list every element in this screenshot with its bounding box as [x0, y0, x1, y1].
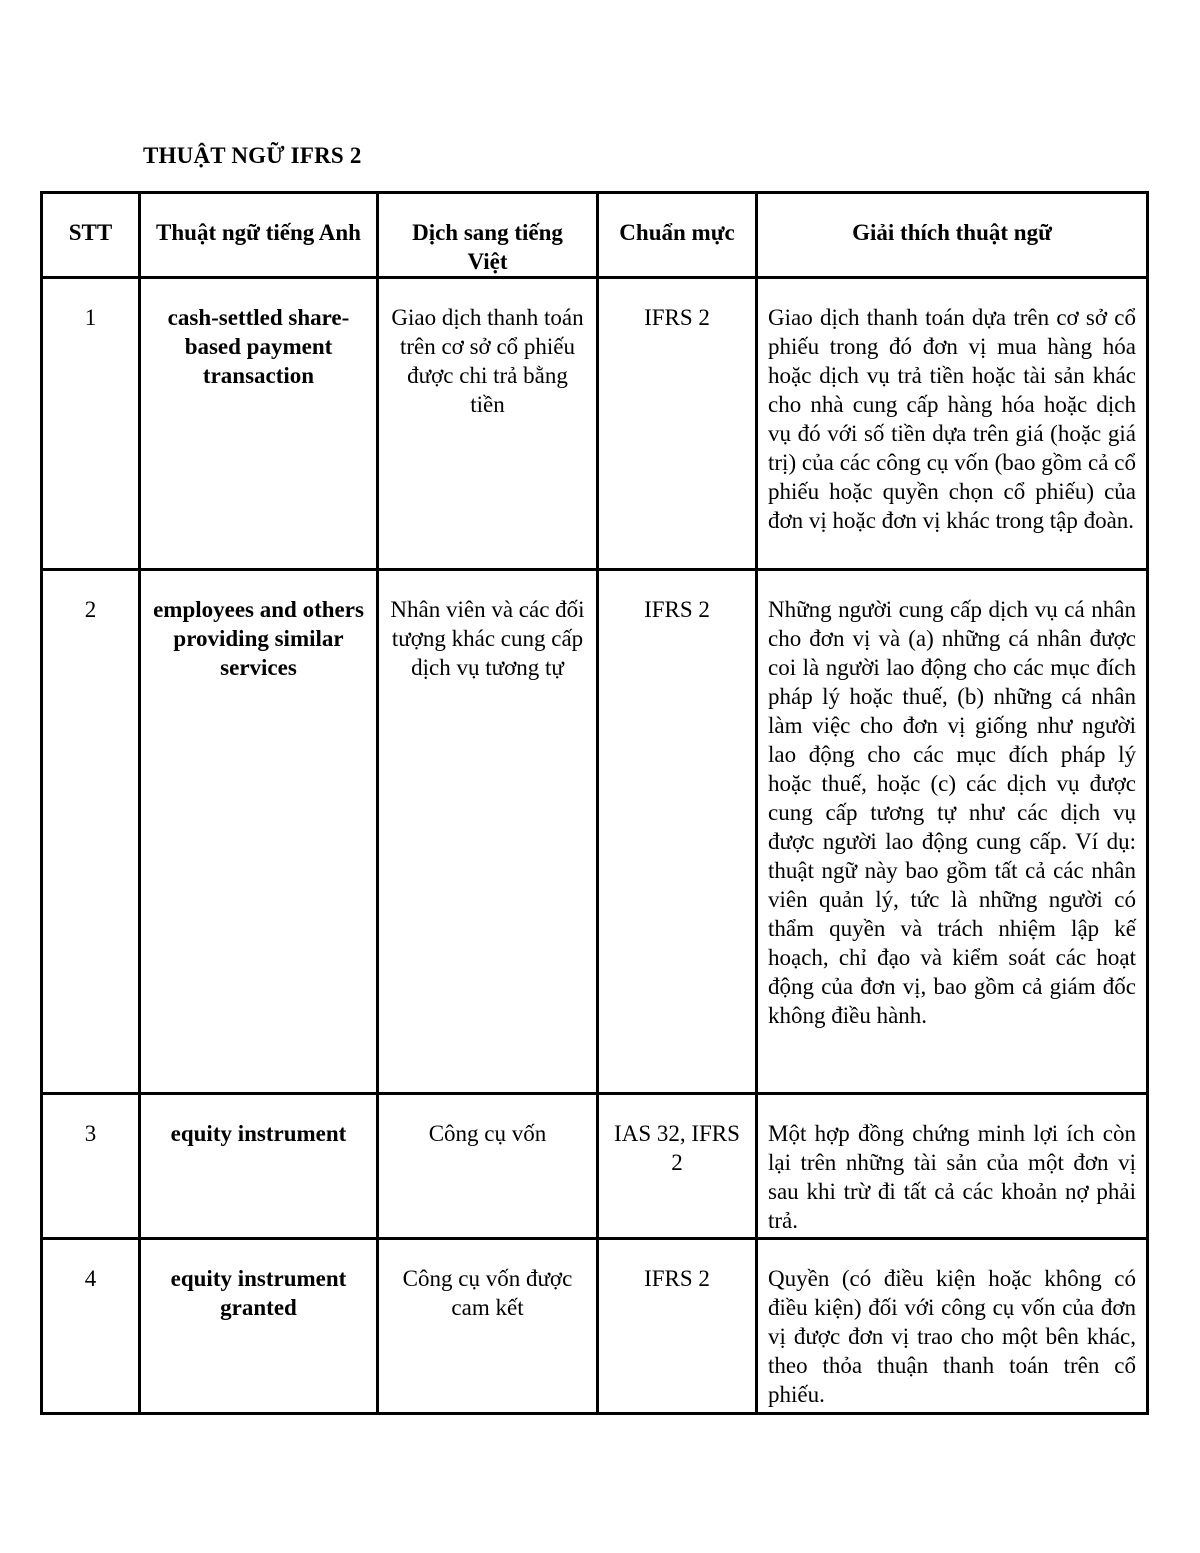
header-term-en: Thuật ngữ tiếng Anh — [140, 193, 378, 278]
cell-standard: IFRS 2 — [598, 278, 757, 570]
glossary-table — [40, 191, 1149, 1415]
cell-term-vi: Giao dịch thanh toán trên cơ sở cổ phiếu được chi trả bằng tiền — [378, 278, 598, 570]
cell-definition: Những người cung cấp dịch vụ cá nhân cho đơn vị và (a) những cá nhân được coi là người lao động cho các mục đích pháp lý hoặc thuế, (b) những cá nhân làm việc cho đơn vị giống như người lao động cho các mục đích pháp lý hoặc thuế, hoặc (c) các dịch vụ được cung cấp tương tự như các dịch vụ được người lao động cung cấp. Ví dụ: thuật ngữ này bao gồm tất cả các nhân viên quản lý, tức là những người có thẩm quyền và trách nhiệm lập kế hoạch, chỉ đạo và kiểm soát các hoạt động của đơn vị, bao gồm cả giám đốc không điều hành. — [757, 570, 1148, 1094]
header-row — [42, 193, 1148, 278]
cell-standard: IFRS 2 — [598, 570, 757, 1094]
cell-definition: Một hợp đồng chứng minh lợi ích còn lại trên những tài sản của một đơn vị sau khi trừ đi tất cả các khoản nợ phải trả. — [757, 1094, 1148, 1239]
document-title: THUẬT NGỮ IFRS 2 — [143, 143, 362, 168]
header-stt: STT — [42, 193, 140, 278]
cell-stt: 4 — [42, 1239, 140, 1414]
cell-term-vi: Nhân viên và các đối tượng khác cung cấp dịch vụ tương tự — [378, 570, 598, 1094]
header-standard: Chuẩn mực — [598, 193, 757, 278]
table-row — [42, 1239, 1148, 1414]
cell-term-vi: Công cụ vốn được cam kết — [378, 1239, 598, 1414]
cell-stt: 3 — [42, 1094, 140, 1239]
table-row — [42, 570, 1148, 1094]
cell-term-en: cash-settled share-based payment transaction — [140, 278, 378, 570]
cell-definition: Quyền (có điều kiện hoặc không có điều kiện) đối với công cụ vốn của đơn vị được đơn vị trao cho một bên khác, theo thỏa thuận thanh toán trên cổ phiếu. — [757, 1239, 1148, 1414]
cell-term-en: employees and others providing similar services — [140, 570, 378, 1094]
cell-standard: IFRS 2 — [598, 1239, 757, 1414]
cell-stt: 1 — [42, 278, 140, 570]
table-row — [42, 278, 1148, 570]
table-header — [42, 193, 1148, 278]
cell-definition: Giao dịch thanh toán dựa trên cơ sở cổ phiếu trong đó đơn vị mua hàng hóa hoặc dịch vụ trả tiền hoặc tài sản khác cho nhà cung cấp hàng hóa hoặc dịch vụ đó với số tiền dựa trên giá (hoặc giá trị) của các công cụ vốn (bao gồm cả cổ phiếu hoặc quyền chọn cổ phiếu) của đơn vị hoặc đơn vị khác trong tập đoàn. — [757, 278, 1148, 570]
cell-term-en: equity instrument granted — [140, 1239, 378, 1414]
cell-stt: 2 — [42, 570, 140, 1094]
cell-term-vi: Công cụ vốn — [378, 1094, 598, 1239]
cell-standard: IAS 32, IFRS 2 — [598, 1094, 757, 1239]
cell-term-en: equity instrument — [140, 1094, 378, 1239]
header-definition: Giải thích thuật ngữ — [757, 193, 1148, 278]
table-body — [42, 278, 1148, 1414]
header-term-vi: Dịch sang tiếng Việt — [378, 193, 598, 278]
table-row — [42, 1094, 1148, 1239]
